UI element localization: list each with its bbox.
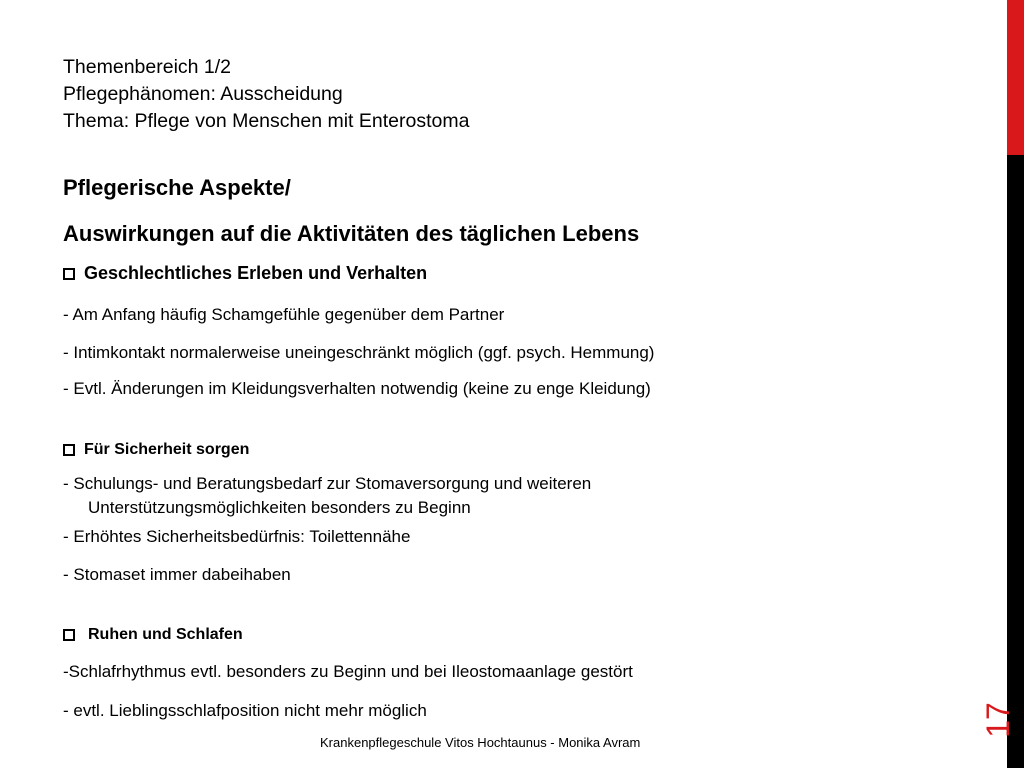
list-item: - Evtl. Änderungen im Kleidungsverhalten notwendig (keine zu enge Kleidung) (63, 379, 651, 398)
sidebar-bar-black (1007, 155, 1024, 768)
care-phenomenon: Pflegephänomen: Ausscheidung (63, 83, 343, 105)
list-item-continuation: Unterstützungsmöglichkeiten besonders zu Beginn (88, 498, 471, 517)
page-number: 17 (980, 702, 1016, 738)
list-item: -Schlafrhythmus evtl. besonders zu Beginn und bei Ileostomaanlage gestört (63, 662, 633, 681)
list-item: - Erhöhtes Sicherheitsbedürfnis: Toilettennähe (63, 527, 411, 546)
title-line-2: Auswirkungen auf die Aktivitäten des täglichen Lebens (63, 221, 640, 246)
checkbox-square-icon (63, 629, 75, 641)
list-item: - evtl. Lieblingsschlafposition nicht mehr möglich (63, 701, 427, 720)
checkbox-square-icon (63, 444, 75, 456)
topic-area: Themenbereich 1/2 (63, 56, 232, 78)
section-heading-label: Ruhen und Schlafen (88, 626, 243, 643)
list-item: - Schulungs- und Beratungsbedarf zur Stomaversorgung und weiteren (63, 474, 592, 493)
section-heading-rest-sleep (63, 626, 243, 644)
topic: Thema: Pflege von Menschen mit Enterostoma (63, 110, 470, 132)
section-heading-label: Geschlechtliches Erleben und Verhalten (84, 263, 428, 283)
accent-bar-red (1007, 0, 1024, 155)
section-heading-safety (63, 441, 249, 459)
list-item: - Am Anfang häufig Schamgefühle gegenüber dem Partner (63, 305, 505, 324)
section-heading-label: Für Sicherheit sorgen (84, 441, 250, 458)
footer: Krankenpflegeschule Vitos Hochtaunus - Monika Avram (320, 735, 641, 750)
list-item: - Stomaset immer dabeihaben (63, 565, 291, 584)
list-item: - Intimkontakt normalerweise uneingeschränkt möglich (ggf. psych. Hemmung) (63, 343, 655, 362)
checkbox-square-icon (63, 268, 75, 280)
title-line-1: Pflegerische Aspekte/ (63, 175, 291, 200)
section-heading-sexuality (63, 263, 427, 284)
